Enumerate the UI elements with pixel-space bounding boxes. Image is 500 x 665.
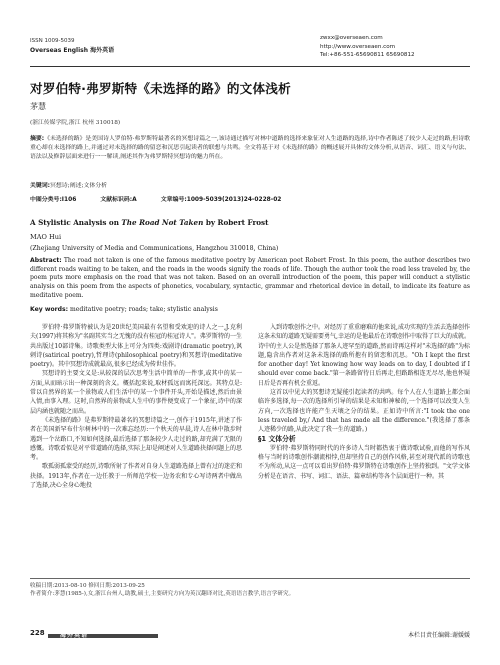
journal-header-right: [320, 34, 485, 60]
column-editor: 本栏目责任编辑:谢媛媛: [407, 632, 470, 639]
keywords-cn-text: 冥想诗;阐述;文体分析: [50, 183, 108, 189]
classification-line: [30, 194, 470, 203]
journal-header-left: [30, 38, 230, 54]
body-column-right: [258, 323, 470, 481]
body-paragraph: 冥想诗的主要文义是:从较深的层次思考生活中简单的一件事,或其中的某一方面,从而暗示出一种深刻的含义。概括起来说,取材孤远而寓托深远。其特点是:常以自然界的某一个景物或人们生活中的某一个事件开头,开始是描述,然后由景入情,由事入理。这时,自然界的景物或人生中的事件便变成了一个象征,诗中的深层内涵也就随之而出。: [30, 370, 242, 415]
keywords-en-label: Key words:: [30, 306, 69, 313]
body-column-left: [30, 323, 242, 490]
body-paragraph: 罗伯特·弗罗斯特同时代的许多诗人当时都热衷于做诗歌试验,而他的写作风格与当时的诗歌创作潮流相悖,但却坚持自己的创作风格,甚至对现代派的诗歌也不为所动,从这一点可以看出罗伯特·弗罗斯特在诗歌创作上坚持独到。"文学文体分析是在语音、书写、词汇、语法、篇章结构等各个层面进行一种。其: [258, 444, 470, 480]
abstract-chinese: [30, 135, 470, 163]
clc-number: 中图分类号:I106: [30, 197, 77, 203]
en-title-italic: The Road Not Taken: [121, 218, 204, 227]
abstract-cn-label: 摘要:: [30, 136, 45, 142]
footnote: [30, 582, 470, 599]
keywords-en-text: meditative poetry; roads; take; stylistic analysis: [68, 306, 218, 313]
abstract-en-label: Abstract:: [30, 257, 62, 264]
english-affiliation: (Zhejiang University of Media and Communications, Hangzhou 310018, China): [30, 245, 279, 252]
footer-bar-label: 海外英语: [60, 632, 89, 639]
abstract-english: [30, 257, 470, 301]
footnote-rule: [30, 578, 470, 579]
abstract-en-text: The road not taken is one of the famous meditative poetry by American poet Robert Frost. In this poem, the author describes two different roads waiting to be taken, and the roads in the woods signify the roads of life. Though the author took the road less traveled by, the poem puts more emphasis on the road that was not taken. Based on an overall introduction of the poem, this paper will conduct a stylistic analysis on this poem from the aspects of phonetics, vocabulary, syntactic, grammar and rhetorical device in detail, to indicate its feature as meditative poem.: [30, 257, 470, 299]
english-author: MAO Hui: [30, 233, 62, 241]
abstract-cn-text: 《未选择的路》是美国诗人罗伯特·弗罗斯特最著名的冥想诗篇之一,该诗通过描写对林中道路的选择来象征对人生道路的选择,诗中作者陈述了较少人走过的路,但诗歌重心却在未选择的路上,并通过对未选择的路的留恋和沉思引起读者的联想与共鸣。全文将基于对《未选择的路》的概述展开具体的文体分析,从语音、词汇、语义与句法、语法以及修辞层面来进行一一解读,阐述其作为弗罗斯特冥想诗的魅力所在。: [30, 136, 470, 161]
issn-number: ISSN 1009-5039: [30, 38, 75, 44]
article-title: 对罗伯特·弗罗斯特《未选择的路》的文体浅析: [30, 81, 291, 96]
page-number: 228: [30, 629, 45, 637]
keywords-chinese: [30, 180, 470, 189]
contact-email[interactable]: zwxx@overseaen.com: [320, 35, 383, 41]
header-rule: [30, 66, 470, 67]
document-code: 文献标识码:A: [100, 197, 137, 203]
body-paragraph: 入到诗歌创作之中。对经历了重重磨难的他来说,成功实现的生活去选择创作这条未知的道路无疑需要勇气,幸运的是他最后在诗歌创作中取得了巨大的成就。诗中的主人公是然选择了那条人迹罕至的道路,然而诗再这样对"未选择的路"为标题,隐含出作者对这条未选择的路所抱有的留恋和沉思。"Oh I kept the first for another day! Yet knowing how way leads on to day, I doubted if I should ever come back."第一条路留待日后再走,但路路相连无尽尽,他也怀疑日后是否再有机会重返。: [258, 324, 470, 387]
article-author: 茅慧: [30, 102, 46, 111]
english-title: [30, 218, 470, 227]
keywords-english: [30, 306, 470, 313]
en-title-prefix: A Stylistic Analysis on: [30, 218, 122, 227]
body-paragraph: 这首以中见大的冥想诗无疑能引起读者的共鸣。每个人在人生道路上都会面临许多选择,每一次的选择所引导的结果是未知和神秘的,一个选择可以改变人生方向,一次选择也许能产生天壤之分的结果。正如诗中所言:"I took the one less traveled by,/ And that has made all the difference."(我选择了那条人迹稀少的路,从此决定了我一生的道路。): [258, 389, 470, 434]
body-paragraph: 罗伯特·弗罗斯特被认为是20世纪美国最有名望和受欢迎的诗人之一,J.克利夫(1997)将其称为"名副其实当之无愧的没有桂冠的桂冠诗人"。弗罗斯特的一生共出版过10部诗集。诗歌类型大体上可分为四类:戏剧诗(dramatic poetry),讽刺诗(satirical poetry),哲理诗(philosophical poetry)和冥想诗(meditative poetry)。其中冥想诗成就最高,很多已经成为传世佳作。: [30, 324, 242, 369]
body-paragraph: 歌孤弱孤蒙受的经历,诗歌所射了作者对自身人生道路选择上曾有过的迷茫和抉择。1913年,作者在一边任教于一所师范学校一边务农和专心写诗两者中做出了选择,决心全身心地投: [30, 463, 242, 490]
journal-website[interactable]: http://www.overseaen.com: [320, 43, 396, 50]
body-paragraph: 《未选择的路》是弗罗斯特最著名的冥想诗篇之一,创作于1915年,讲述了作者在美国新罕布什尔树林中的一次难忘经历:一个秋天的早晨,诗人在林中散步时遇到一个岔路口,不知如何选择,最后选择了那条较少人走过的路,却充满了无限的感慨。诗歌看似是对平常道路的选择,实际上却是阐述对人生道路抉择问题上的思考。: [30, 416, 242, 462]
footnote-dates: 收稿日期:2013-08-10 修回日期:2013-09-25: [30, 583, 145, 589]
contact-tel: Tel:+86-551-65690811 65690812: [320, 52, 415, 58]
keywords-cn-label: 关键词:: [30, 183, 51, 189]
article-number: 文章编号:1009-5039(2013)24-0228-02: [160, 197, 282, 203]
section-heading: §1 文体分析: [258, 434, 296, 443]
journal-name: Overseas English 海外英语: [30, 47, 115, 54]
en-title-suffix: by Robert Frost: [203, 218, 269, 227]
author-affiliation: (浙江传媒学院,浙江 杭州 310018): [30, 120, 121, 126]
footnote-bio: 作者简介:茅慧(1985-),女,浙江台州人,助教,硕士,主要研究方向为英汉翻译对比,英语语言教学,语言学研究。: [30, 591, 295, 598]
